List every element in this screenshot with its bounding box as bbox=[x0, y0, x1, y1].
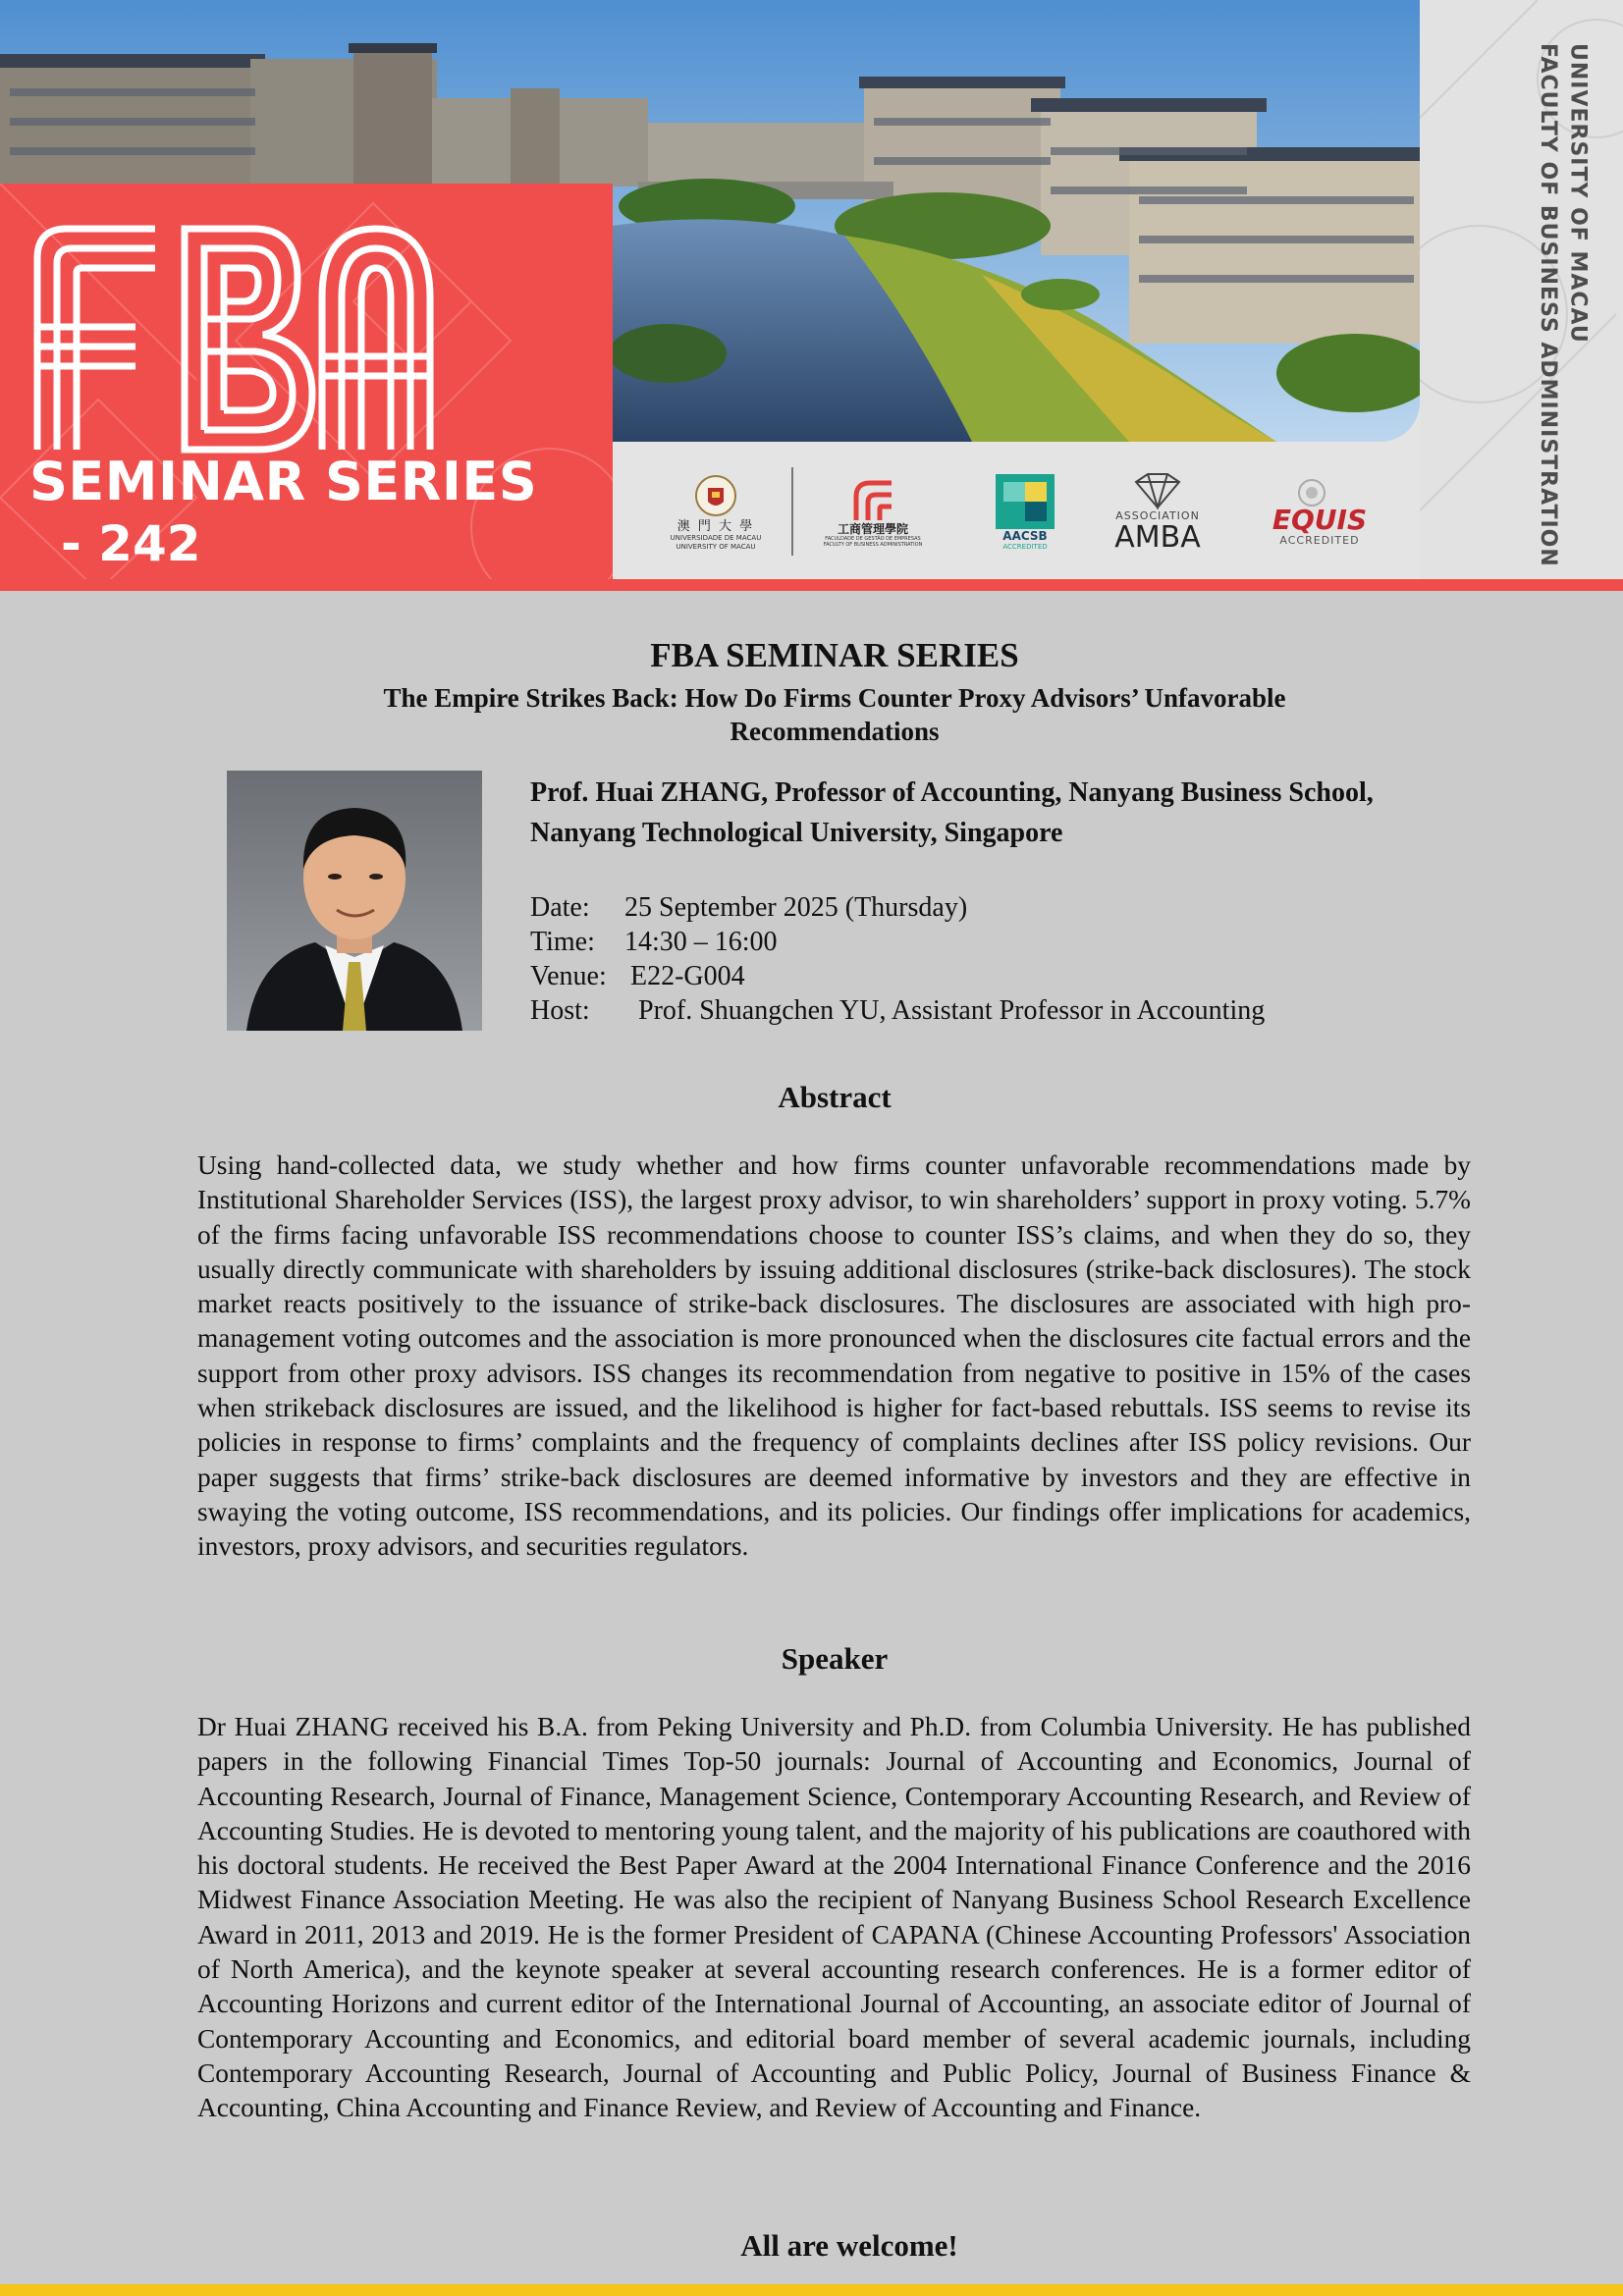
fba-portuguese-name: FACULDADE DE GESTÃO DE EMPRESAS bbox=[825, 536, 921, 543]
um-english-name: UNIVERSITY OF MACAU bbox=[676, 542, 756, 551]
um-logo bbox=[652, 459, 780, 565]
um-crest-icon bbox=[690, 474, 741, 519]
accreditation-logos bbox=[613, 442, 1420, 579]
speaker-heading: Speaker bbox=[781, 1641, 889, 1676]
logo-divider bbox=[791, 467, 793, 556]
amba-association: ASSOCIATION bbox=[1115, 509, 1200, 523]
host-row bbox=[530, 993, 1265, 1028]
speaker-portrait bbox=[227, 771, 482, 1031]
amba-logo bbox=[1094, 459, 1221, 565]
aacsb-logo bbox=[976, 459, 1074, 565]
university-name: UNIVERSITY OF MACAU bbox=[1565, 43, 1591, 344]
um-portuguese-name: UNIVERSIDADE DE MACAU bbox=[670, 534, 762, 543]
venue-label: Venue: bbox=[530, 961, 607, 991]
event-details bbox=[530, 890, 1265, 1028]
footer-yellow-rule bbox=[0, 2284, 1623, 2296]
time-value: 14:30 – 16:00 bbox=[624, 927, 778, 957]
speaker-bio: Dr Huai ZHANG received his B.A. from Peking University and Ph.D. from Columbia University. He has published papers in the following Financial Times Top-50 journals: Journal of Accounting and Economics, Journal of Accounting Research, Journal of Finance, Management Science, Contemporary Accounting Research, and Review of Accounting Studies. He is devoted to mentoring young talent, and the majority of his publications are coauthored with his doctoral students. He received the Best Paper Award at the 2004 International Finance Conference and the 2016 Midwest Finance Association Meeting. He was also the recipient of Nanyang Business School Research Excellence Award in 2011, 2013 and 2019. He is the former President of CAPANA (Chinese Accounting Professors' Association of North America), and the keynote speaker at several accounting research conferences. He is a former editor of Accounting Horizons and current editor of the International Journal of Accounting, an associate editor of Journal of Contemporary Accounting and Economics, and editorial board member of several academic journals, including Contemporary Accounting Research, Journal of Accounting and Public Policy, Journal of Business Finance & Accounting, China Accounting and Finance Review, and Review of Accounting and Finance. bbox=[197, 1712, 1471, 2123]
fba-faculty-logo bbox=[809, 459, 937, 565]
faculty-name: FACULTY OF BUSINESS ADMINISTRATION bbox=[1535, 43, 1560, 567]
speaker-name-line1: Prof. Huai ZHANG, Professor of Accounting, Nanyang Business School, bbox=[530, 777, 1374, 808]
fba-chinese-name: 工商管理學院 bbox=[837, 521, 908, 536]
university-side-text bbox=[1532, 43, 1593, 567]
date-value: 25 September 2025 (Thursday) bbox=[624, 892, 968, 923]
fba-faculty-icon bbox=[848, 477, 897, 522]
equis-name: EQUIS bbox=[1271, 504, 1368, 537]
seminar-title-line2: Recommendations bbox=[730, 717, 940, 746]
um-chinese-name: 澳 門 大 學 bbox=[676, 518, 755, 534]
time-label: Time: bbox=[530, 927, 595, 957]
aacsb-icon bbox=[996, 474, 1055, 529]
equis-logo bbox=[1251, 459, 1388, 565]
header-banner bbox=[0, 0, 1623, 591]
seminar-title-line1: The Empire Strikes Back: How Do Firms Counter Proxy Advisors’ Unfavorable bbox=[383, 683, 1286, 713]
host-label: Host: bbox=[530, 995, 590, 1026]
seminar-number: - 242 bbox=[61, 515, 201, 572]
banner-red-rule bbox=[0, 579, 1623, 591]
host-value: Prof. Shuangchen YU, Assistant Professor in Accounting bbox=[638, 995, 1266, 1026]
equis-accredited: ACCREDITED bbox=[1279, 534, 1360, 548]
date-row bbox=[530, 890, 1265, 925]
welcome-message: All are welcome! bbox=[740, 2228, 958, 2263]
abstract-text: Using hand-collected data, we study whether and how firms counter unfavorable recommendations made by Institutional Shareholder Services (ISS), the largest proxy advisor, to win shareholders’ support in proxy voting. 5.7% of the firms facing unfavorable ISS recommendations choose to counter ISS’s claims, and when they do so, they usually directly communicate with shareholders by issuing additional disclosures (strike-back disclosures). The stock market reacts positively to the issuance of strike-back disclosures. The disclosures are associated with high pro-management voting outcomes and the association is more pronounced when the disclosures cite factual errors and the support from other proxy advisors. ISS changes its recommendation from negative to positive in 15% of the cases when strikeback disclosures are issued, and the likelihood is higher for fact-based rebuttals. ISS seems to revise its policies in response to firms’ complaints and the frequency of complaints declines after ISS policy revisions. Our paper suggests that firms’ strike-back disclosures are deemed informative by investors and they are effective in swaying the voting outcome, ISS recommendations, and its policies. Our findings offer implications for academics, investors, proxy advisors, and securities regulators. bbox=[197, 1150, 1471, 1562]
venue-value: E22-G004 bbox=[630, 961, 745, 991]
side-panel bbox=[1420, 0, 1623, 579]
time-row bbox=[530, 925, 1265, 959]
abstract-heading: Abstract bbox=[778, 1080, 892, 1114]
seminar-series-text: SEMINAR SERIES bbox=[29, 451, 538, 512]
aacsb-name: AACSB bbox=[1002, 528, 1048, 543]
amba-diamond-icon bbox=[1130, 472, 1185, 509]
seminar-logo-panel bbox=[0, 184, 613, 591]
seminar-heading: FBA SEMINAR SERIES bbox=[650, 636, 1019, 674]
equis-globe-icon bbox=[1290, 477, 1349, 507]
side-pattern bbox=[1420, 0, 1623, 579]
date-label: Date: bbox=[530, 892, 590, 923]
amba-name: AMBA bbox=[1114, 519, 1201, 555]
speaker-name bbox=[530, 773, 1522, 853]
speaker-name-line2: Nanyang Technological University, Singapore bbox=[530, 818, 1063, 848]
seminar-title bbox=[295, 681, 1375, 748]
aacsb-accredited: ACCREDITED bbox=[1002, 543, 1048, 551]
fba-english-name: FACULTY OF BUSINESS ADMINISTRATION bbox=[823, 542, 923, 549]
fba-logo bbox=[27, 219, 440, 454]
venue-row bbox=[530, 959, 1265, 993]
